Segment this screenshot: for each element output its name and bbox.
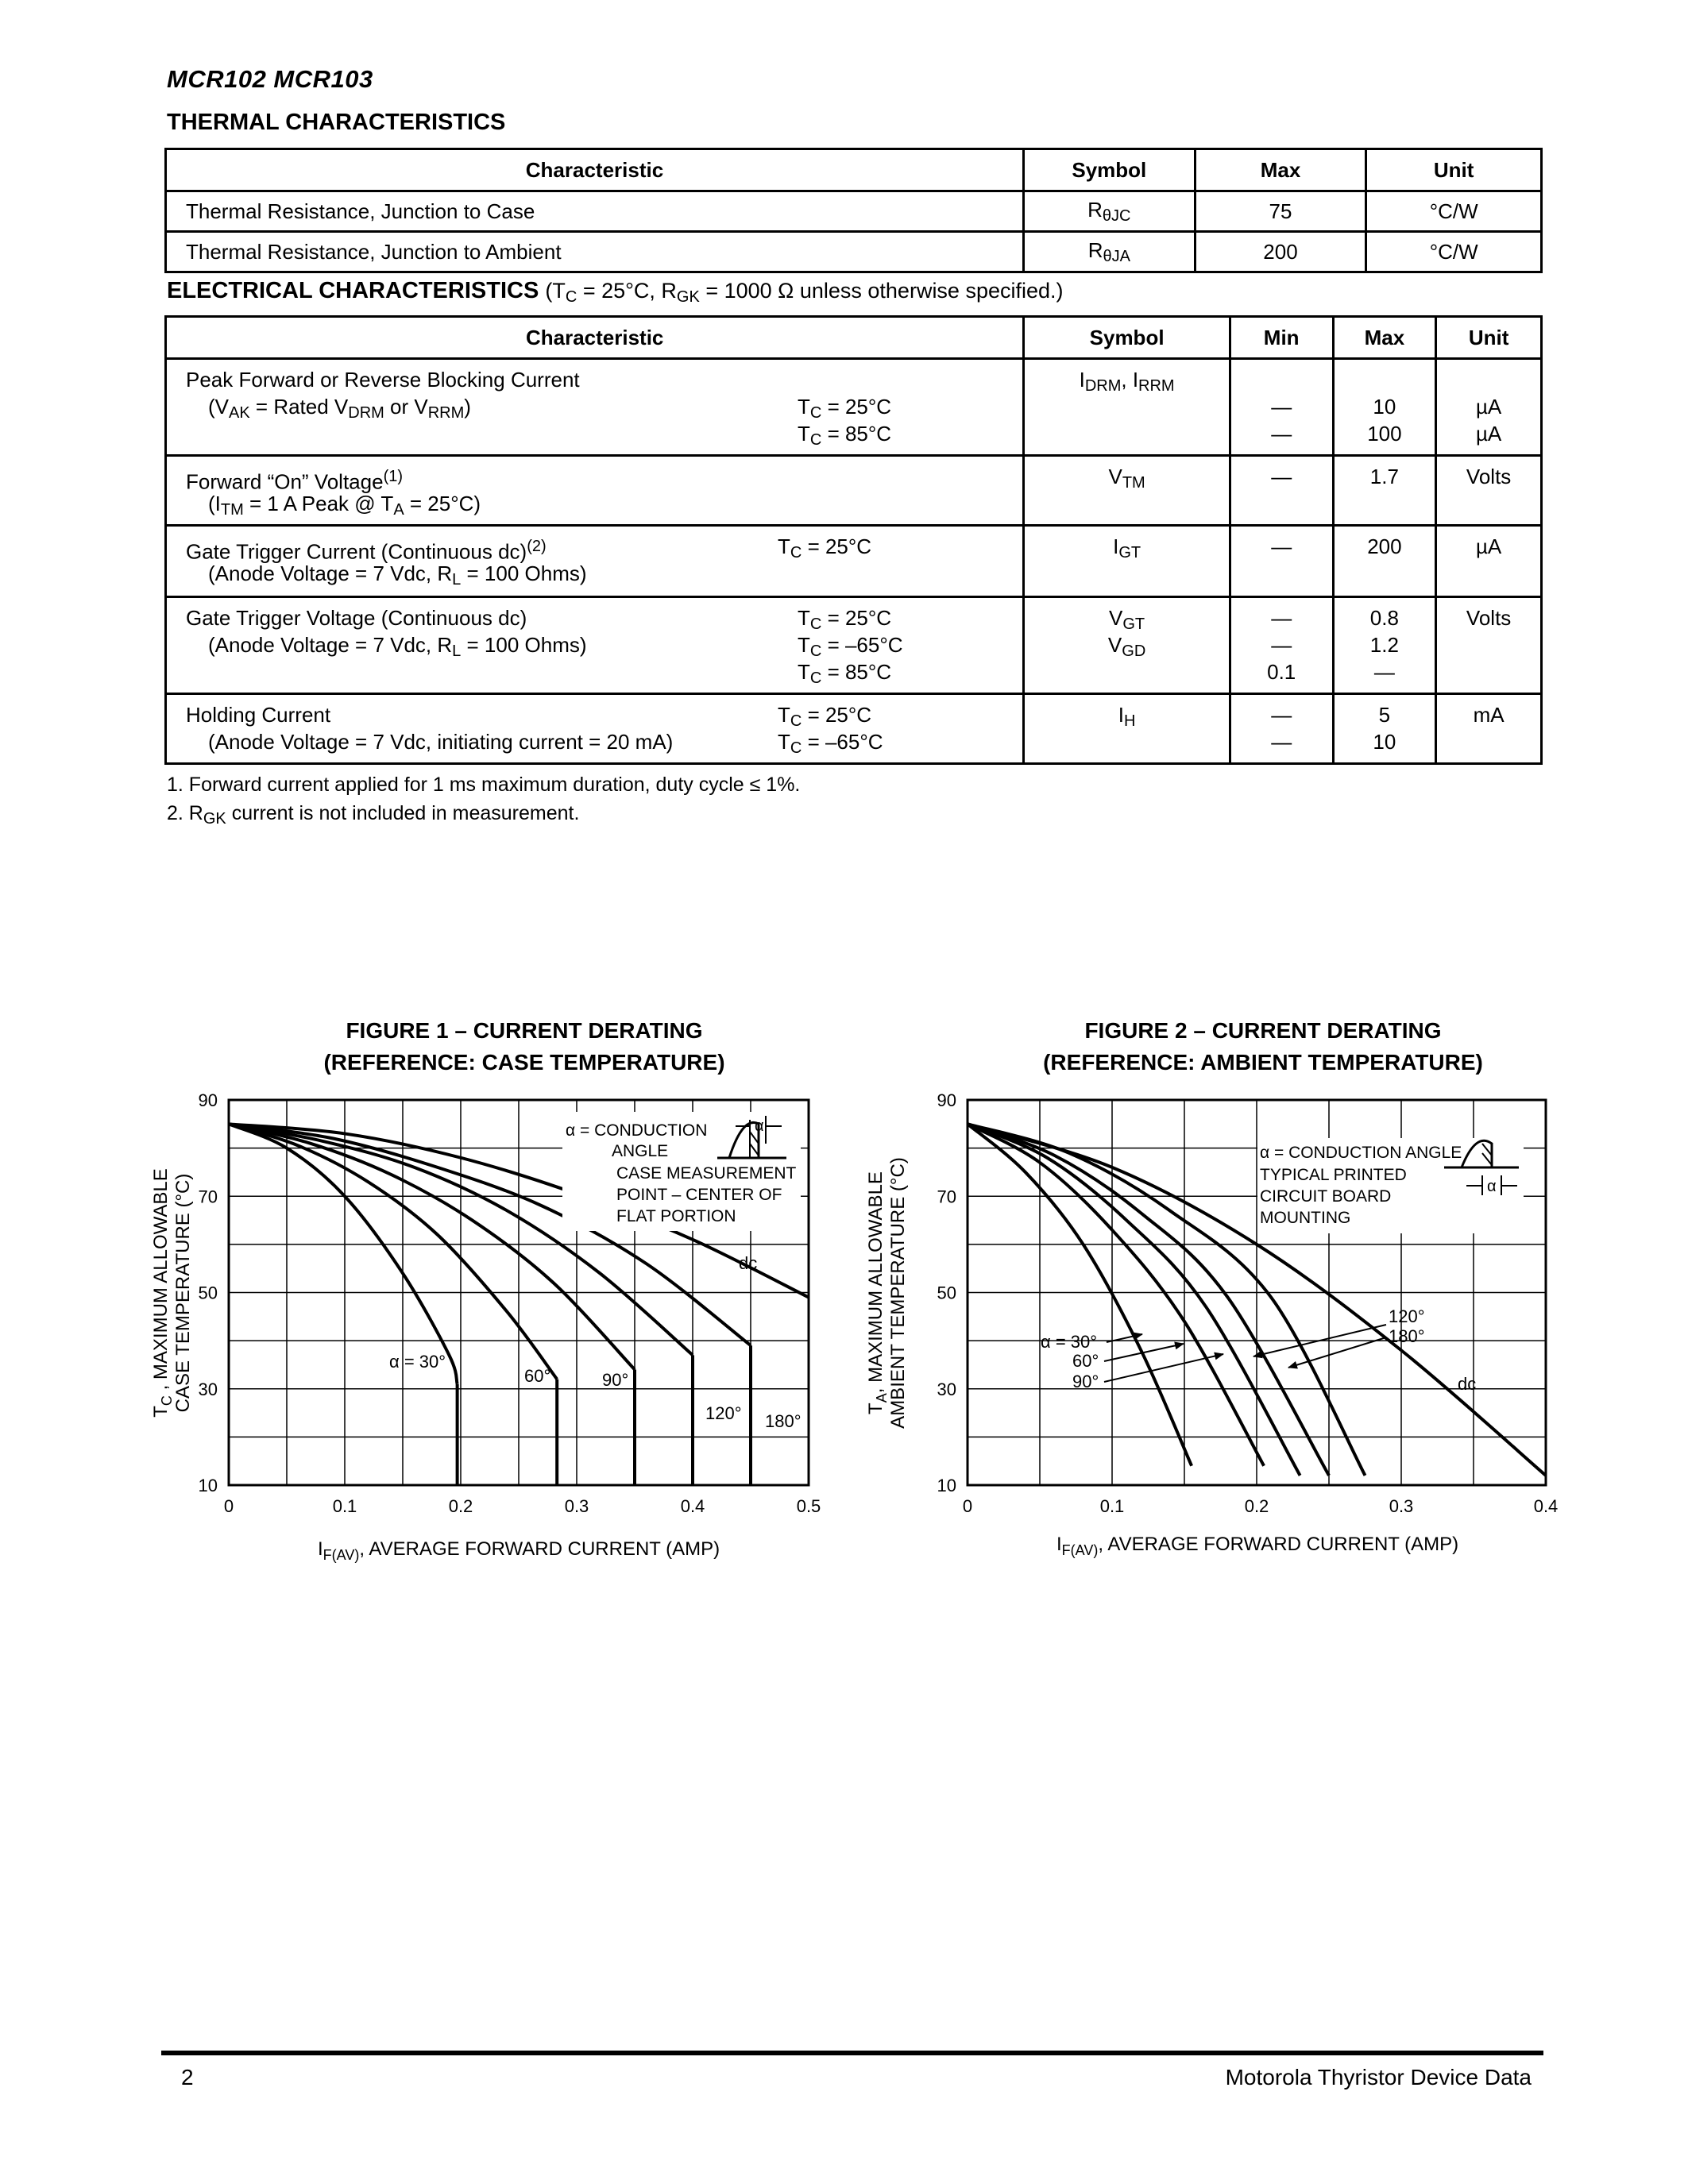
txt-sup: (1)	[383, 468, 404, 485]
thermal-section-title: THERMAL CHARACTERISTICS	[167, 110, 506, 135]
txt: 200	[1367, 534, 1402, 558]
fig2-annot-line: MOUNTING	[1260, 1209, 1351, 1227]
fig2-annot-line: CIRCUIT BOARD	[1260, 1187, 1392, 1206]
fig1-x-tick-label: 0.3	[564, 1496, 589, 1516]
txt-sub: GT	[1122, 615, 1145, 633]
txt: Gate Trigger Current (Continuous dc)	[186, 539, 527, 564]
fig1-y-tick-label: 30	[198, 1379, 218, 1399]
fig1-x-tick-label: 0.2	[448, 1496, 473, 1516]
symbol-main: R	[1087, 197, 1103, 222]
txt-sub: TM	[220, 501, 244, 519]
txt: 5	[1378, 703, 1391, 727]
cond-sub: C	[565, 288, 577, 306]
txt: V	[1109, 606, 1123, 630]
txt: T	[798, 633, 810, 657]
footer-publisher: Motorola Thyristor Device Data	[1225, 2065, 1532, 2089]
txt: —	[1271, 534, 1292, 558]
txt: 0.1	[1267, 660, 1296, 684]
fig2-subtitle-line: (REFERENCE: AMBIENT TEMPERATURE)	[1043, 1050, 1483, 1075]
txt-sub: C	[159, 1395, 175, 1406]
cond-sub: GK	[676, 288, 700, 306]
txt: µA	[1475, 534, 1502, 558]
txt-sub: H	[1123, 712, 1136, 730]
txt-sub: C	[809, 615, 822, 633]
txt-sub: TM	[1122, 474, 1145, 492]
txt-sub: GD	[1122, 642, 1146, 660]
txt: = –65°C	[802, 730, 883, 754]
txt-sub: GK	[203, 810, 226, 828]
thermal-char-cell: Thermal Resistance, Junction to Case	[166, 191, 1024, 232]
txt: I	[1079, 368, 1085, 392]
txt: (Anode Voltage = 7 Vdc, R	[208, 561, 453, 585]
fig2-annot-line: α = CONDUCTION ANGLE	[1260, 1144, 1462, 1162]
txt-sub: L	[452, 642, 462, 660]
txt: 0.8	[1369, 606, 1399, 630]
fig2-x-tick-label: 0.1	[1099, 1496, 1125, 1516]
fig1-annot-line: POINT – CENTER OF	[616, 1186, 782, 1204]
txt: —	[1271, 703, 1292, 727]
elec-col-min: Min	[1230, 317, 1333, 359]
thermal-col-symbol: Symbol	[1023, 149, 1195, 191]
fig1-y-tick-label: 10	[198, 1476, 218, 1495]
page-number: 2	[181, 2065, 194, 2089]
fig1-y-label-line2: CASE TEMPERATURE (°C)	[172, 1173, 194, 1413]
txt: (I	[208, 492, 221, 515]
fig1-inset-alpha: α	[755, 1117, 764, 1135]
txt: —	[1271, 422, 1292, 446]
txt: , MAXIMUM ALLOWABLE	[150, 1168, 172, 1396]
txt: = –65°C	[821, 633, 903, 657]
txt: —	[1271, 395, 1292, 419]
fig1-label-60: 60°	[524, 1366, 551, 1386]
thermal-char-cell: Thermal Resistance, Junction to Ambient	[166, 232, 1024, 272]
symbol-sub: θJA	[1103, 247, 1130, 265]
txt: T	[778, 703, 790, 727]
txt: —	[1271, 730, 1292, 754]
fig1-x-tick-label: 0.4	[680, 1496, 705, 1516]
fig1-label-90: 90°	[602, 1370, 629, 1390]
txt-sub: C	[790, 712, 802, 730]
txt: = 25°C)	[404, 492, 481, 515]
txt: T	[865, 1403, 886, 1414]
txt: T	[798, 422, 810, 446]
txt: I	[1056, 1534, 1062, 1555]
char-line: Gate Trigger Voltage (Continuous dc)	[186, 606, 527, 630]
txt: = 85°C	[821, 422, 892, 446]
fig2-y-tick-label: 90	[937, 1090, 956, 1110]
fig1-y-tick-label: 70	[198, 1187, 218, 1207]
fig1-label-180: 180°	[765, 1411, 802, 1431]
txt: 100	[1367, 422, 1402, 446]
txt: 10	[1373, 395, 1396, 419]
txt: Volts	[1466, 606, 1512, 630]
thermal-col-unit: Unit	[1366, 149, 1542, 191]
txt: I	[1113, 534, 1119, 558]
txt: 1.7	[1369, 465, 1399, 488]
txt: or V	[384, 395, 428, 419]
txt: = 100 Ohms)	[461, 561, 587, 585]
fig2-y-label-line2: AMBIENT TEMPERATURE (°C)	[887, 1157, 909, 1429]
thermal-col-characteristic: Characteristic	[166, 149, 1024, 191]
fig1-x-tick-label: 0	[223, 1496, 234, 1516]
txt-sub: F(AV)	[323, 1547, 360, 1563]
txt: , I	[1121, 368, 1139, 392]
fig2-x-tick-label: 0.3	[1389, 1496, 1414, 1516]
fig2-y-axis-label	[865, 1157, 909, 1429]
cond-part: = 1000 Ω unless otherwise specified.)	[699, 279, 1064, 303]
txt: —	[1271, 465, 1292, 488]
fig2-label-60: 60°	[1072, 1351, 1099, 1371]
txt-sub: RRM	[427, 404, 465, 422]
txt: I	[318, 1538, 323, 1560]
fig1-y-tick-label: 90	[198, 1090, 218, 1110]
fig1-x-tick-label: 0.1	[332, 1496, 357, 1516]
txt: 2. R	[167, 802, 203, 824]
fig2-label-180: 180°	[1389, 1326, 1425, 1346]
txt: —	[1373, 660, 1395, 684]
txt: —	[1271, 633, 1292, 657]
thermal-unit-cell: °C/W	[1366, 232, 1542, 272]
fig2-label-30: α = 30°	[1041, 1332, 1098, 1352]
txt: = 25°C	[821, 395, 892, 419]
txt: V	[1107, 633, 1122, 657]
fig1-label-dc: dc	[739, 1253, 758, 1273]
txt: = 25°C	[802, 534, 872, 558]
txt: 1.2	[1369, 633, 1399, 657]
thermal-unit-cell: °C/W	[1366, 191, 1542, 232]
txt-sub: DRM	[348, 404, 384, 422]
fig2-series-line-0	[968, 1124, 1192, 1465]
thermal-col-max: Max	[1195, 149, 1366, 191]
fig2-x-tick-label: 0	[962, 1496, 973, 1516]
txt: = 25°C	[821, 606, 892, 630]
txt-sub: F(AV)	[1061, 1542, 1099, 1558]
txt-sub: GT	[1118, 544, 1141, 561]
txt-sub: C	[809, 404, 822, 422]
fig1-annot-line: CASE MEASUREMENT	[616, 1164, 797, 1183]
txt: T	[150, 1406, 172, 1418]
txt-sub: C	[809, 642, 822, 660]
cond-part: (T	[545, 279, 566, 303]
fig1-label-120: 120°	[705, 1403, 742, 1423]
txt: (Anode Voltage = 7 Vdc, R	[208, 633, 453, 657]
txt-sub: C	[809, 431, 822, 449]
txt: T	[798, 395, 810, 419]
thermal-max-cell: 200	[1195, 232, 1366, 272]
txt: current is not included in measurement.	[226, 802, 580, 824]
txt: T	[778, 534, 790, 558]
txt-sub: L	[452, 571, 462, 588]
txt: , MAXIMUM ALLOWABLE	[865, 1171, 886, 1394]
fig1-annot-line: FLAT PORTION	[616, 1207, 736, 1225]
txt: = 1 A Peak @ T	[243, 492, 394, 515]
elec-col-unit: Unit	[1436, 317, 1542, 359]
txt: = 85°C	[821, 660, 892, 684]
fig1-annot-line: ANGLE	[612, 1142, 669, 1160]
txt: , AVERAGE FORWARD CURRENT (AMP)	[1098, 1534, 1459, 1555]
fig2-y-tick-label: 70	[937, 1187, 956, 1207]
cond-part: = 25°C, R	[577, 279, 677, 303]
txt-sub: A	[874, 1393, 890, 1403]
txt-sub: DRM	[1084, 377, 1122, 395]
char-line: Peak Forward or Reverse Blocking Current	[186, 368, 580, 392]
elec-col-characteristic: Characteristic	[166, 317, 1024, 359]
txt: T	[778, 730, 790, 754]
fig2-y-tick-label: 50	[937, 1283, 956, 1303]
txt-sub: C	[809, 669, 822, 687]
fig2-inset-alpha: α	[1487, 1178, 1497, 1195]
electrical-title-text: ELECTRICAL CHARACTERISTICS	[167, 278, 539, 303]
elec-col-symbol: Symbol	[1024, 317, 1230, 359]
svg-text:TA, MAXIMUM ALLOWABLE	[865, 1171, 890, 1414]
txt: µA	[1475, 395, 1502, 419]
fig2-label-90: 90°	[1072, 1372, 1099, 1391]
txt-sup: (2)	[527, 538, 547, 555]
txt: , AVERAGE FORWARD CURRENT (AMP)	[359, 1538, 720, 1560]
char-line: (Anode Voltage = 7 Vdc, initiating current = 20 mA)	[208, 730, 674, 754]
txt-sub: A	[393, 501, 404, 519]
txt: I	[1118, 703, 1124, 727]
txt: 10	[1373, 730, 1396, 754]
txt-sub: C	[790, 739, 802, 757]
footer-rule	[161, 2051, 1543, 2055]
char-line: Holding Current	[186, 703, 331, 727]
fig1-x-tick-label: 0.5	[796, 1496, 821, 1516]
footnote-1: 1. Forward current applied for 1 ms maximum duration, duty cycle ≤ 1%.	[167, 774, 801, 796]
thermal-max-cell: 75	[1195, 191, 1366, 232]
txt: )	[464, 395, 471, 419]
fig1-annot-line: α = CONDUCTION	[566, 1121, 708, 1140]
txt: T	[798, 660, 810, 684]
part-number-header: MCR102 MCR103	[167, 65, 373, 93]
txt: (V	[208, 395, 229, 419]
txt-sub: AK	[229, 404, 250, 422]
txt: —	[1271, 606, 1292, 630]
fig2-x-tick-label: 0.2	[1244, 1496, 1269, 1516]
txt: T	[798, 606, 810, 630]
elec-col-max: Max	[1333, 317, 1436, 359]
txt: V	[1108, 465, 1122, 488]
fig2-leader-90	[1104, 1354, 1223, 1382]
fig2-y-tick-label: 10	[937, 1476, 956, 1495]
fig1-subtitle-line: (REFERENCE: CASE TEMPERATURE)	[323, 1050, 725, 1075]
fig2-label-120: 120°	[1389, 1306, 1425, 1326]
fig1-label-30: α = 30°	[389, 1352, 446, 1372]
txt-sub: C	[790, 544, 802, 561]
fig2-x-axis-label	[1056, 1534, 1458, 1558]
txt: = 25°C	[802, 703, 872, 727]
fig2-label-dc: dc	[1458, 1374, 1477, 1394]
txt: µA	[1475, 422, 1502, 446]
txt: Volts	[1466, 465, 1512, 488]
fig2-annot-line: TYPICAL PRINTED	[1260, 1166, 1407, 1184]
txt: Forward “On” Voltage	[186, 469, 384, 494]
txt: = 100 Ohms)	[461, 633, 587, 657]
symbol-main: R	[1087, 237, 1103, 262]
fig2-y-tick-label: 30	[937, 1379, 956, 1399]
txt: = Rated V	[249, 395, 349, 419]
symbol-sub: θJC	[1102, 206, 1131, 225]
txt-sub: RRM	[1138, 377, 1175, 395]
fig2-x-tick-label: 0.4	[1533, 1496, 1559, 1516]
fig2-title-line: FIGURE 2 – CURRENT DERATING	[1084, 1018, 1442, 1043]
fig1-title-line: FIGURE 1 – CURRENT DERATING	[346, 1018, 703, 1043]
txt: mA	[1473, 703, 1505, 727]
fig1-y-tick-label: 50	[198, 1283, 218, 1303]
